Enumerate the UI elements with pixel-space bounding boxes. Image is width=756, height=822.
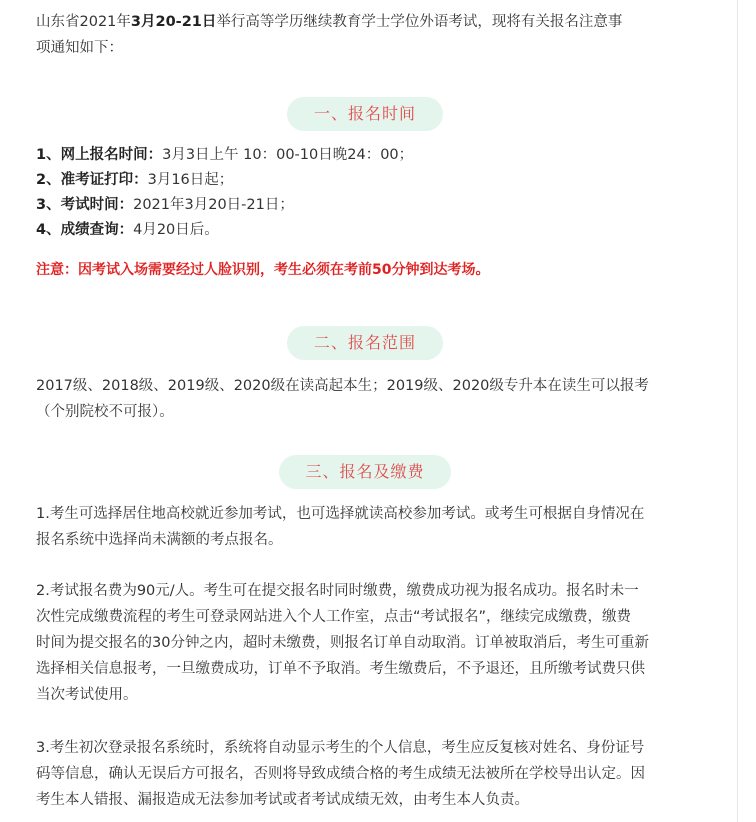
item-value: 4月20日后。 (133, 222, 219, 238)
paragraph-line: 考生本人错报、漏报造成无法参加考试或者考试成绩无效，由考生本人负责。 (36, 792, 529, 808)
section-title-fees: 三、报名及缴费 (279, 455, 451, 489)
intro-text: 山东省2021年 (36, 14, 131, 30)
paragraph-line: 选择相关信息报考，一旦缴费成功，订单不予取消。考生缴费后，不予退还，且所缴考试费只供 (36, 661, 645, 677)
paragraph-line: 码等信息，确认无误后方可报名，否则将导致成绩合格的考生成绩无法被所在学校导出认定。因 (36, 766, 645, 782)
section-title-scope: 二、报名范围 (287, 326, 443, 360)
item-value: 2021年3月20日-21日； (133, 197, 294, 213)
scope-paragraph (36, 373, 700, 425)
list-item (36, 168, 696, 193)
paragraph-line: 报名系统中选择尚未满额的考点报名。 (36, 532, 283, 548)
list-item (36, 218, 696, 243)
item-value: 3月16日起； (147, 172, 234, 188)
fee-paragraph-3 (36, 735, 700, 813)
divider (737, 0, 738, 822)
fee-paragraph-2 (36, 578, 700, 708)
intro-paragraph (36, 9, 700, 61)
paragraph-line: 当次考试使用。 (36, 687, 138, 703)
scope-line: （个别院校不可报）。 (36, 404, 174, 420)
paragraph-line: 3.考生初次登录报名系统时，系统将自动显示考生的个人信息，考生应反复核对姓名、身份证号 (36, 740, 645, 756)
list-item (36, 193, 696, 218)
item-value: 3月3日上午 10：00-10日晚24：00； (162, 147, 414, 163)
intro-text: 项通知如下： (36, 40, 123, 56)
intro-text: 举行高等学历继续教育学士学位外语考试，现将有关报名注意事 (216, 14, 623, 30)
schedule-list (36, 143, 696, 243)
paragraph-line: 次性完成缴费流程的考生可登录网站进入个人工作室，点击“考试报名”，继续完成缴费，缴费 (36, 609, 632, 625)
item-label: 2、准考证打印： (36, 172, 148, 188)
section-title-time: 一、报名时间 (287, 97, 443, 131)
item-label: 4、成绩查询： (36, 222, 134, 238)
paragraph-line: 2.考试报名费为90元/人。考生可在提交报名时同时缴费，缴费成功视为报名成功。报名时未一 (36, 583, 639, 599)
paragraph-line: 时间为提交报名的30分钟之内，超时未缴费，则报名订单自动取消。订单被取消后，考生可重新 (36, 635, 649, 651)
fee-paragraph-1 (36, 501, 700, 553)
paragraph-line: 1.考生可选择居住地高校就近参加考试，也可选择就读高校参加考试。或考生可根据自身情况在 (36, 506, 645, 522)
list-item (36, 143, 696, 168)
scope-line: 2017级、2018级、2019级、2020级在读高起本生；2019级、2020级专升本在读生可以报考 (36, 378, 649, 394)
notice-text: 注意：因考试入场需要经过人脸识别，考生必须在考前50分钟到达考场。 (36, 262, 490, 278)
item-label: 3、考试时间： (36, 197, 134, 213)
intro-date: 3月20-21日 (130, 14, 217, 30)
item-label: 1、网上报名时间： (36, 147, 163, 163)
